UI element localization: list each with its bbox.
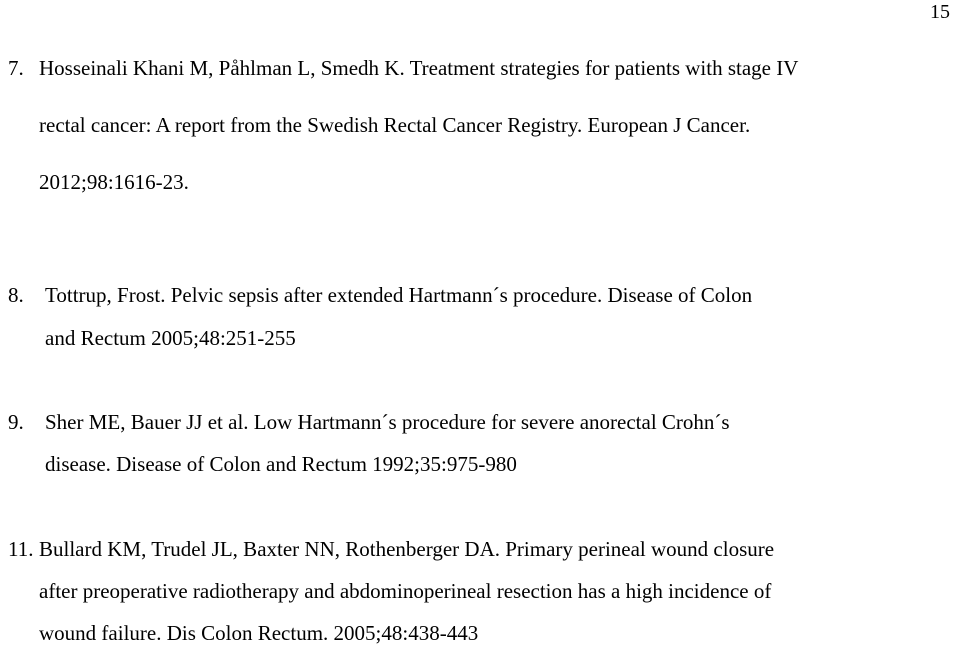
reference-8-number: 8. bbox=[8, 283, 24, 307]
reference-11-text-1: Bullard KM, Trudel JL, Baxter NN, Rothenberger DA. Primary perineal wound closure bbox=[39, 537, 775, 561]
reference-8-line-1 bbox=[8, 283, 752, 307]
reference-9-line-1 bbox=[8, 410, 730, 434]
reference-11-line-1 bbox=[8, 537, 774, 561]
reference-7-line-3: 2012;98:1616-23. bbox=[39, 170, 189, 194]
reference-9-line-2: disease. Disease of Colon and Rectum 1992;35:975-980 bbox=[45, 452, 517, 476]
reference-7-line-2: rectal cancer: A report from the Swedish Rectal Cancer Registry. European J Cancer. bbox=[39, 113, 751, 137]
reference-8-text-1: Tottrup, Frost. Pelvic sepsis after extended Hartmann´s procedure. Disease of Colon bbox=[45, 283, 753, 307]
page-number: 15 bbox=[930, 1, 950, 23]
reference-8-line-2: and Rectum 2005;48:251-255 bbox=[45, 326, 296, 350]
reference-9-number: 9. bbox=[8, 410, 24, 434]
reference-11-number: 11. bbox=[8, 537, 34, 561]
reference-7-number: 7. bbox=[8, 56, 24, 80]
reference-7-line-1 bbox=[8, 56, 798, 80]
reference-7-text-1: Hosseinali Khani M, Påhlman L, Smedh K. Treatment strategies for patients with stage IV bbox=[39, 56, 799, 80]
reference-11-line-3: wound failure. Dis Colon Rectum. 2005;48:438-443 bbox=[39, 621, 479, 645]
reference-11-line-2: after preoperative radiotherapy and abdominoperineal resection has a high incidence of bbox=[39, 579, 772, 603]
reference-9-text-1: Sher ME, Bauer JJ et al. Low Hartmann´s procedure for severe anorectal Crohn´s bbox=[45, 410, 730, 434]
